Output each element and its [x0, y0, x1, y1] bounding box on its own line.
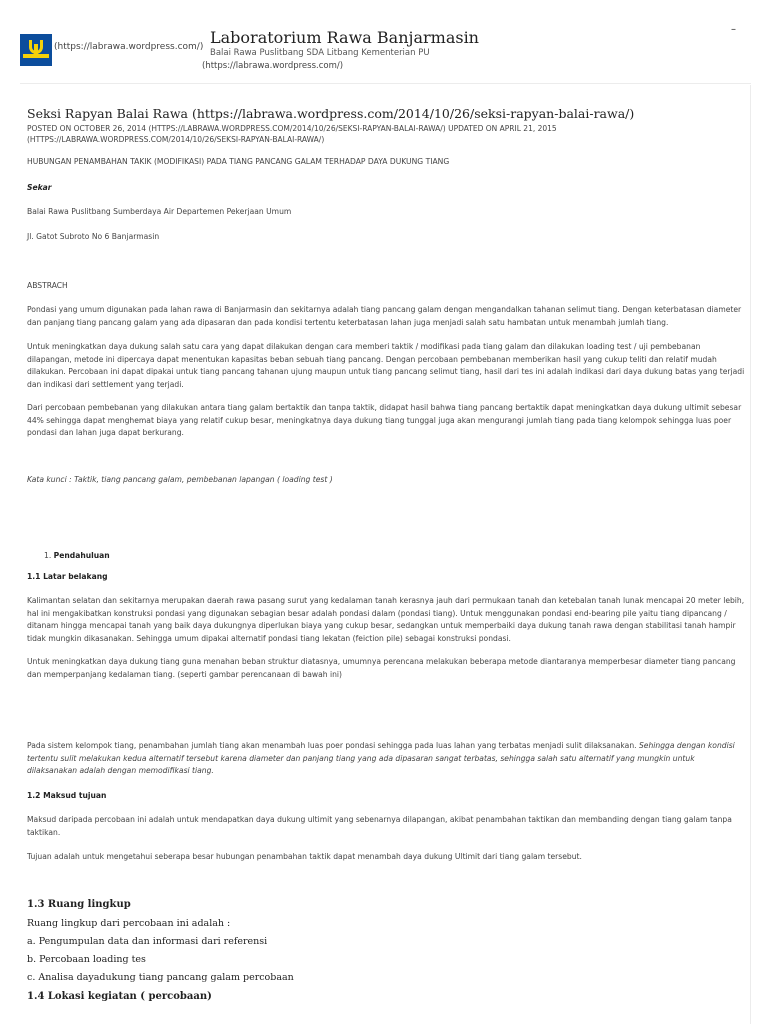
paragraph-1-1-a: Kalimantan selatan dan sekitarnya merupakan daerah rawa pasang surut yang kedalaman tanah kerasnya jauh dari permukaan tanah dan ketebalan tanah lunak mencapai 20 meter lebih, hal ini mengakibatkan konstruksi pondasi yang digunakan sebagian besar adalah pondasi dalam (pondasi tiang). Untuk menggunakan pondasi end-bearing pile yaitu tiang dipancang / ditanam hingga mencapai tanah yang baik daya dukungnya diperlukan biaya yang cukup besar, sedangkan untuk memperbaiki daya dukung tanah rawa dengan stabilitasi tanah hampir tidak mungkin dikasanakan. Sehingga umum dipakai alternatif pondasi tiang lekatan (feiction pile) sebagai konstruksi pondasi. [27, 596, 745, 643]
site-title[interactable]: Laboratorium Rawa Banjarmasin [210, 28, 479, 47]
keywords: Kata kunci : Taktik, tiang pancang galam, pembebanan lapangan ( loading test ) [27, 475, 333, 484]
section-1-title: Pendahuluan [53, 551, 110, 560]
paragraph-1-1-c-normal: Pada sistem kelompok tiang, penambahan jumlah tiang akan menambah luas poer pondasi sehingga pada luas lahan yang terbatas menjadi sulit dilaksanakan. [27, 741, 639, 750]
subsection-1-3: 1.3 Ruang lingkup [27, 899, 131, 910]
post-meta-line1: POSTED ON OCTOBER 26, 2014 (HTTPS://LABRAWA.WORDPRESS.COM/2014/10/26/SEKSI-RAPYAN-BALAI-RAWA/) UPDATED ON APRIL 21, 2015 [27, 124, 557, 133]
scope-item-a: a. Pengumpulan data dan informasi dari referensi [27, 936, 268, 947]
paragraph-1-1-b: Untuk meningkatkan daya dukung tiang guna menahan beban struktur diatasnya, umumnya perencana melakukan beberapa metode diantaranya memperbesar diameter tiang pancang dan memperpanjang kedalaman tiang. (seperti gambar perencanaan di bawah ini) [27, 657, 736, 679]
header-divider [20, 83, 751, 84]
site-url-link[interactable]: (https://labrawa.wordpress.com/) [54, 42, 204, 52]
abstract-label: ABSTRACH [27, 281, 68, 290]
abstract-paragraph-1: Pondasi yang umum digunakan pada lahan rawa di Banjarmasin dan sekitarnya adalah tiang pancang galam dengan mengandalkan tahanan selimut tiang. Dengan keterbatasan diameter dan panjang tiang pancang galam yang ada dipasaran dan pada kondisi tertentu keterbatasan lahan juga menjadi salah satu hambatan untuk menambah jumlah tiang. [27, 305, 742, 327]
subsection-1-2: 1.2 Maksud tujuan [27, 791, 107, 800]
subsection-1-1: 1.1 Latar belakang [27, 572, 108, 581]
menu-toggle-icon[interactable]: – [731, 24, 736, 35]
author-name: Sekar [27, 183, 52, 192]
subsection-1-4: 1.4 Lokasi kegiatan ( percobaan) [27, 991, 212, 1002]
scope-intro: Ruang lingkup dari percobaan ini adalah : [27, 918, 231, 929]
scope-item-b: b. Percobaan loading tes [27, 954, 146, 965]
paragraph-1-1-c [27, 740, 745, 778]
author-address: Jl. Gatot Subroto No 6 Banjarmasin [27, 232, 160, 241]
paragraph-1-2-a: Maksud daripada percobaan ini adalah untuk mendapatkan daya dukung ultimit yang sebenarnya dilapangan, akibat penambahan taktikan dan membanding dengan tiang galam tanpa taktikan. [27, 815, 732, 837]
pu-logo-icon[interactable] [20, 34, 52, 66]
scope-item-c: c. Analisa dayadukung tiang pancang galam percobaan [27, 972, 294, 983]
section-1-heading [44, 550, 744, 563]
post-title[interactable]: Seksi Rapyan Balai Rawa (https://labrawa.wordpress.com/2014/10/26/seksi-rapyan-balai-rawa/) [27, 106, 635, 121]
article-heading: HUBUNGAN PENAMBAHAN TAKIK (MODIFIKASI) PADA TIANG PANCANG GALAM TERHADAP DAYA DUKUNG TIANG [27, 157, 450, 166]
paragraph-1-2-b: Tujuan adalah untuk mengetahui seberapa besar hubungan penambahan taktik dapat menambah daya dukung Ultimit dari tiang galam tersebut. [27, 852, 582, 861]
abstract-paragraph-3: Dari percobaan pembebanan yang dilakukan antara tiang galam bertaktik dan tanpa taktik, didapat hasil bahwa tiang pancang bertaktik dapat meningkatkan daya dukung ultimit sebesar 44% sehingga dapat menghemat biaya yang relatif cukup besar, meningkatnya daya dukung tiang tunggal juga akan mengurangi jumlah tiang pada tiang kelompok sehingga luas poer pondasi dan lahan juga dapat berkurang. [27, 403, 742, 438]
content-border [750, 85, 751, 1024]
post-meta-line2: (HTTPS://LABRAWA.WORDPRESS.COM/2014/10/26/SEKSI-RAPYAN-BALAI-RAWA/) [27, 135, 325, 144]
section-1-number: 1. [44, 551, 52, 560]
paragraph-1-1-c-italic: Sehingga dengan kondisi tertentu sulit melakukan kedua alternatif tersebut karena diameter dan panjang tiang yang ada dipasaran sangat terbatas, sehingga salah satu alternatif yang mungkin untuk dilaksanakan adalah dengan memodifikasi tiang. [27, 741, 735, 776]
site-url-link-secondary[interactable]: (https://labrawa.wordpress.com/) [202, 61, 344, 71]
abstract-paragraph-2: Untuk meningkatkan daya dukung salah satu cara yang dapat dilakukan dengan cara memberi taktik / modifikasi pada tiang galam dan dilakukan loading test / uji pembebanan dilapangan, metode ini dipercaya dapat menentukan kapasitas beban sebuah tiang pancang. Dengan percobaan pembebanan memberikan hasil yang cukup teliti dan relatif mudah dilakukan. Percobaan ini dapat dipakai untuk tiang pancang tahanan ujung maupun untuk tiang pancang selimut tiang, hasil dari tes ini adalah indikasi dari daya dukung batas yang terjadi dan indikasi dari settlement yang terjadi. [27, 342, 745, 389]
site-tagline: Balai Rawa Puslitbang SDA Litbang Kementerian PU [210, 48, 430, 58]
author-affiliation: Balai Rawa Puslitbang Sumberdaya Air Departemen Pekerjaan Umum [27, 207, 292, 216]
